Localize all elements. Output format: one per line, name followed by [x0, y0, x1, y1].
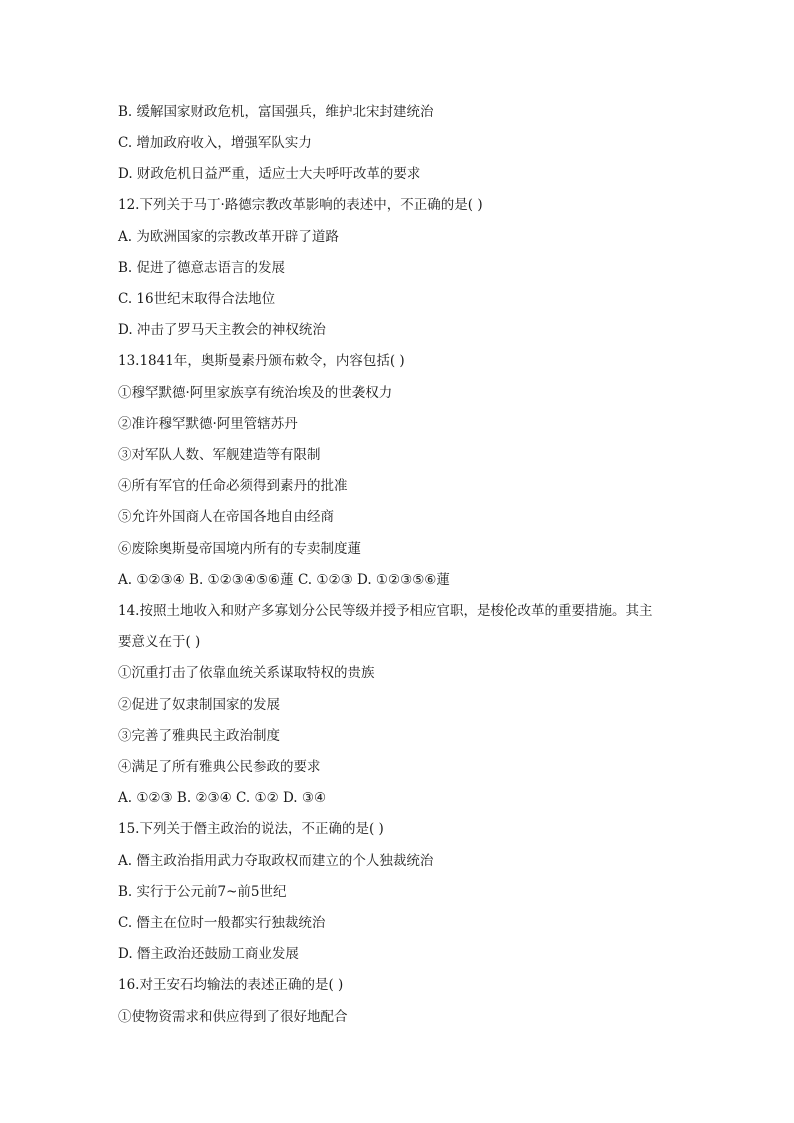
q15-option-c: C. 僭主在位时一般都实行独裁统治	[118, 915, 326, 931]
question-13-stem: 13.1841年，奥斯曼素丹颁布敕令，内容包括( )	[118, 353, 405, 369]
option-b-line: B. 缓解国家财政危机，富国强兵，维护北宋封建统治	[118, 104, 434, 120]
q15-option-a: A. 僭主政治指用武力夺取政权而建立的个人独裁统治	[118, 853, 434, 869]
q14-item-3: ③完善了雅典民主政治制度	[118, 728, 280, 744]
q14-item-4: ④满足了所有雅典公民参政的要求	[118, 759, 321, 775]
option-d-line: D. 财政危机日益严重，适应士大夫呼吁改革的要求	[118, 166, 421, 182]
question-14-stem-line-2: 要意义在于( )	[118, 634, 201, 650]
option-c-line: C. 增加政府收入，增强军队实力	[118, 135, 312, 151]
q15-option-d: D. 僭主政治还鼓励工商业发展	[118, 946, 299, 962]
q12-option-c: C. 16世纪末取得合法地位	[118, 291, 276, 307]
q13-item-3: ③对军队人数、军舰建造等有限制	[118, 447, 321, 463]
question-15-stem: 15.下列关于僭主政治的说法，不正确的是( )	[118, 821, 384, 837]
question-14-stem-line-1: 14.按照土地收入和财产多寡划分公民等级并授予相应官职，是梭伦改革的重要措施。其主	[118, 603, 653, 619]
q13-item-5: ⑤允许外国商人在帝国各地自由经商	[118, 509, 334, 525]
q14-item-1: ①沉重打击了依靠血统关系谋取特权的贵族	[118, 665, 375, 681]
q13-item-1: ①穆罕默德·阿里家族享有统治埃及的世袭权力	[118, 385, 393, 401]
q13-item-4: ④所有军官的任命必须得到素丹的批准	[118, 478, 348, 494]
q13-item-6: ⑥废除奥斯曼帝国境内所有的专卖制度蓮	[118, 541, 361, 557]
q14-item-2: ②促进了奴隶制国家的发展	[118, 697, 280, 713]
question-12-stem: 12.下列关于马丁·路德宗教改革影响的表述中，不正确的是( )	[118, 197, 483, 213]
q14-options: A. ①②③ B. ②③④ C. ①② D. ③④	[118, 790, 327, 806]
q13-options: A. ①②③④ B. ①②③④⑤⑥蓮 C. ①②③ D. ①②③⑤⑥蓮	[118, 572, 450, 588]
q12-option-d: D. 冲击了罗马天主教会的神权统治	[118, 322, 326, 338]
q15-option-b: B. 实行于公元前7~前5世纪	[118, 884, 287, 900]
q16-item-1: ①使物资需求和供应得到了很好地配合	[118, 1009, 348, 1025]
question-16-stem: 16.对王安石均输法的表述正确的是( )	[118, 977, 344, 993]
q12-option-b: B. 促进了德意志语言的发展	[118, 260, 286, 276]
q13-item-2: ②准许穆罕默德·阿里管辖苏丹	[118, 416, 298, 432]
q12-option-a: A. 为欧洲国家的宗教改革开辟了道路	[118, 229, 339, 245]
